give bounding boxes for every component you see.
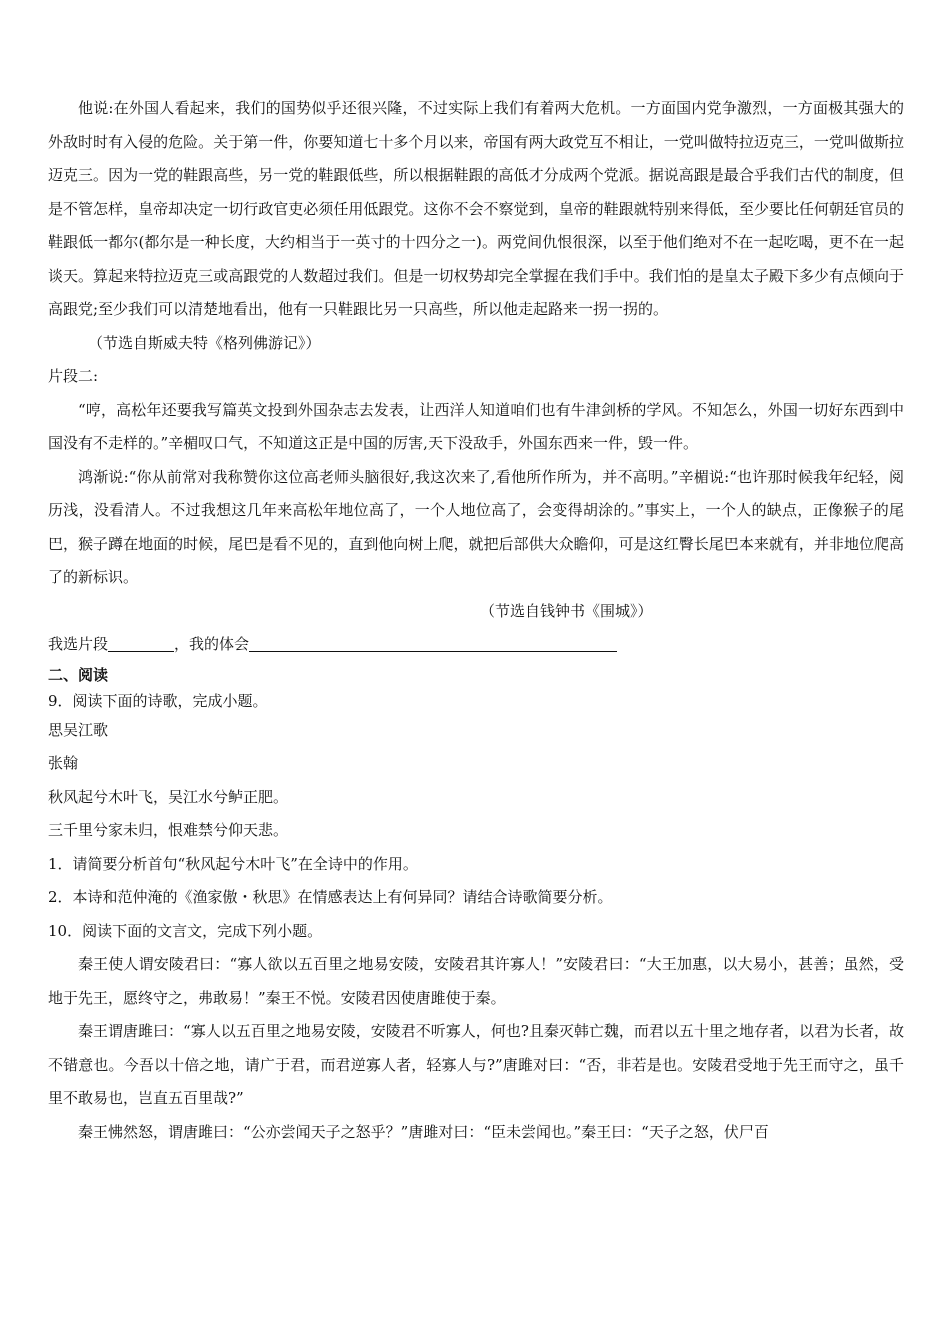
fragment2-source: （节选自钱钟书《围城》）	[480, 601, 653, 620]
sub-question-1: 1．请简要分析首句“秋风起兮木叶飞”在全诗中的作用。	[48, 854, 418, 873]
fragment2-paragraph-2: 鸿渐说:“你从前常对我称赞你这位高老师头脑很好,我这次来了,看他所作所为，并不高明。”辛楣说:“也许那时候我年纪轻，阅历浅，没看清人。不过我想这几年来高松年地位高了，一个人地位高了，会变得胡涂的。”事实上，一个人的缺点，正像猴子的尾巴，猴子蹲在地面的时候，尾巴是看不见的，直到他向树上爬，就把后部供大众瞻仰，可是这红臀长尾巴本来就有，并非地位爬高了的新标识。	[48, 467, 904, 586]
classical-paragraph-3: 秦王怫然怒，谓唐雎曰：“公亦尝闻天子之怒乎？”唐雎对曰：“臣未尝闻也。”秦王曰：“天子之怒，伏尸百	[78, 1122, 769, 1141]
question-9-prompt: 9．阅读下面的诗歌，完成小题。	[48, 691, 268, 710]
fragment2-label: 片段二:	[48, 367, 99, 385]
answer-middle: ，我的体会	[174, 635, 250, 653]
answer-prefix: 我选片段	[48, 635, 109, 653]
fragment1-paragraph: 他说:在外国人看起来，我们的国势似乎还很兴隆，不过实际上我们有着两大危机。一方面国内党争激烈，一方面极其强大的外敌时时有入侵的危险。关于第一件，你要知道七十多个月以来，帝国有两大政党互不相让，一党叫做特拉迈克三，一党叫做斯拉迈克三。因为一党的鞋跟高些，另一党的鞋跟低些，所以根据鞋跟的高低才分成两个党派。据说高跟是最合乎我们古代的制度，但是不管怎样，皇帝却决定一切行政官吏必须任用低跟党。这你不会不察觉到，皇帝的鞋跟就特别来得低，至少要比任何朝廷官员的鞋跟低一都尔(都尔是一种长度，大约相当于一英寸的十四分之一)。两党间仇恨很深，以至于他们绝对不在一起吃喝，更不在一起谈天。算起来特拉迈克三或高跟党的人数超过我们。但是一切权势却完全掌握在我们手中。我们怕的是皇太子殿下多少有点倾向于高跟党;至少我们可以清楚地看出，他有一只鞋跟比另一只高些，所以他走起路来一拐一拐的。	[48, 99, 904, 318]
poem-author: 张翰	[48, 754, 79, 772]
answer-line	[48, 628, 904, 662]
fragment1-source: （节选自斯威夫特《格列佛游记》）	[88, 333, 321, 352]
classical-paragraph-2: 秦王谓唐雎曰：“寡人以五百里之地易安陵，安陵君不听寡人，何也?且秦灭韩亡魏，而君以五十里之地存者，以君为长者，故不错意也。今吾以十倍之地，请广于君，而君逆寡人者，轻寡人与?”唐雎对曰：“否，非若是也。安陵君受地于先王而守之，虽千里不敢易也，岂直五百里哉?”	[48, 1022, 904, 1107]
question-10-prompt: 10．阅读下面的文言文，完成下列小题。	[48, 921, 323, 940]
classical-paragraph-1: 秦王使人谓安陵君曰：“寡人欲以五百里之地易安陵，安陵君其许寡人！”安陵君曰：“大王加惠，以大易小，甚善；虽然，受地于先王，愿终守之，弗敢易！”秦王不悦。安陵君因使唐雎使于秦。	[48, 955, 904, 1007]
poem-line-2: 三千里兮家未归，恨难禁兮仰天悲。	[48, 821, 289, 839]
section-title: 二、阅读	[48, 665, 109, 684]
experience-blank[interactable]	[249, 634, 617, 652]
poem-title: 思吴江歌	[48, 720, 109, 739]
poem-line-1: 秋风起兮木叶飞，吴江水兮鲈正肥。	[48, 787, 289, 806]
fragment-choice-blank[interactable]	[108, 634, 174, 652]
sub-question-2: 2．本诗和范仲淹的《渔家傲・秋思》在情感表达上有何异同？请结合诗歌简要分析。	[48, 888, 613, 906]
document-page	[48, 92, 904, 1149]
fragment2-paragraph-1: “哼，高松年还要我写篇英文投到外国杂志去发表，让西洋人知道咱们也有牛津剑桥的学风。不知怎么，外国一切好东西到中国没有不走样的。”辛楣叹口气，不知道这正是中国的厉害,天下没敌手，外国东西来一件，毁一件。	[48, 400, 904, 452]
